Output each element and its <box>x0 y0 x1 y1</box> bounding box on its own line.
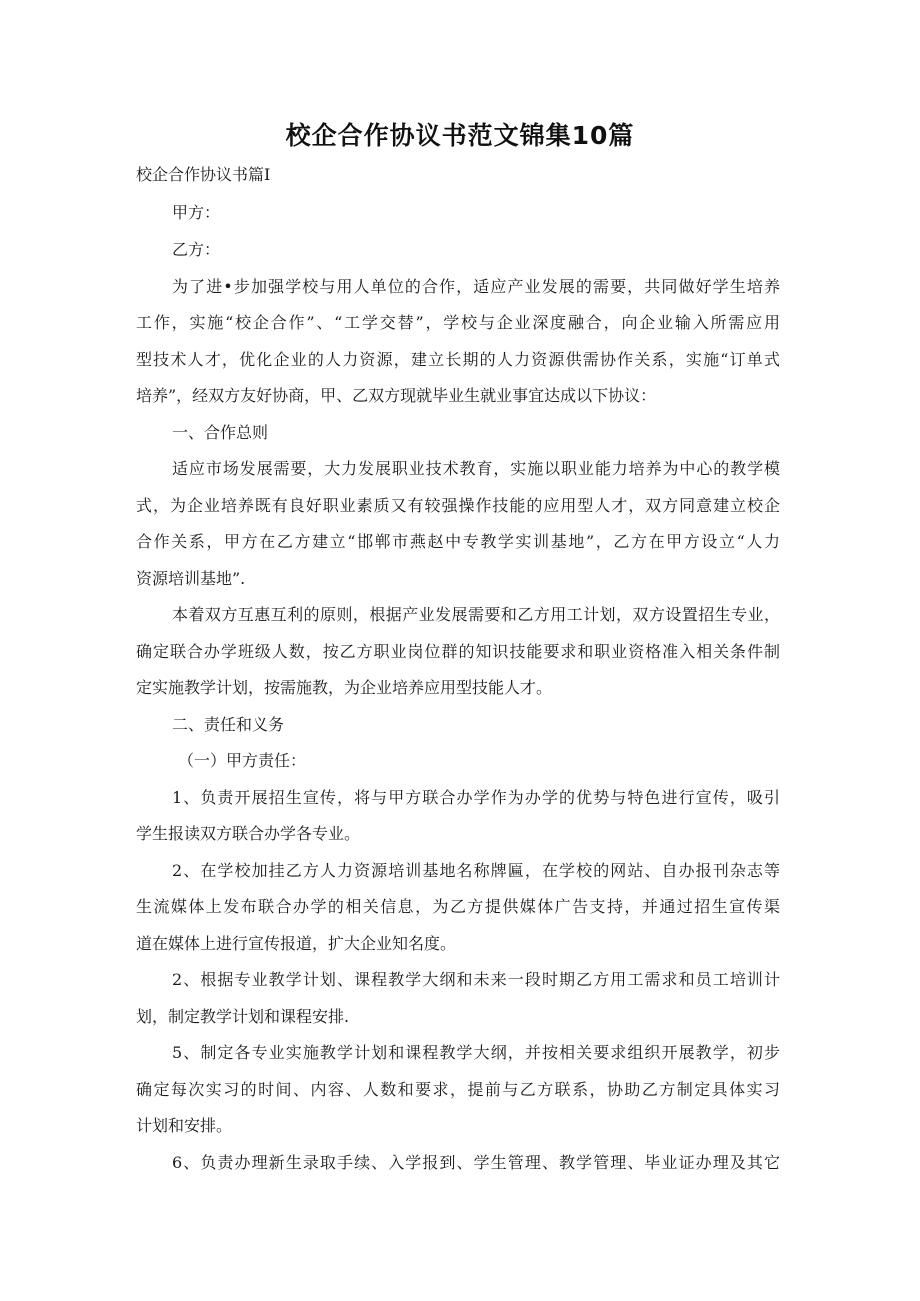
list-item-line: 生流媒体上发布联合办学的相关信息，为乙方提供媒体广告支持，并通过招生宣传渠 <box>136 897 780 916</box>
paragraph-line: 适应市场发展需要，大力发展职业技术教育，实施以职业能力培养为中心的教学模 <box>172 459 780 478</box>
paragraph-line: 为了进•步加强学校与用人单位的合作，适应产业发展的需要，共同做好学生培养 <box>172 277 780 296</box>
section-heading: 二、责任和义务 <box>172 715 285 734</box>
list-item-line: 计划和安排。 <box>136 1116 233 1135</box>
paragraph-line: 培养”，经双方友好协商，甲、乙双方现就毕业生就业事宜达成以下协议： <box>136 386 657 405</box>
list-item-line: 确定每次实习的时间、内容、人数和要求，提前与乙方联系，协助乙方制定具体实习 <box>136 1080 780 1099</box>
document-subtitle: 校企合作协议书篇I <box>136 165 271 184</box>
paragraph-line: 定实施教学计划，按需施教，为企业培养应用型技能人才。 <box>136 678 553 697</box>
paragraph-line: 合作关系，甲方在乙方建立“邯郸市燕赵中专教学实训基地”，乙方在甲方设立“人力 <box>136 532 780 551</box>
list-item-line: 5、制定各专业实施教学计划和课程教学大纲，并按相关要求组织开展教学，初步 <box>172 1043 780 1062</box>
paragraph-line: 资源培训基地”. <box>136 569 246 588</box>
list-item-line: 6、负责办理新生录取手续、入学报到、学生管理、教学管理、毕业证办理及其它 <box>172 1153 780 1172</box>
subsection-heading: （一）甲方责任： <box>178 751 307 770</box>
list-item-line: 2、根据专业教学计划、课程教学大纲和未来一段时期乙方用工需求和员工培训计 <box>172 970 780 989</box>
paragraph-line: 确定联合办学班级人数，按乙方职业岗位群的知识技能要求和职业资格准入相关条件制 <box>136 642 780 661</box>
paragraph-line: 乙方： <box>172 240 221 259</box>
list-item-line: 道在媒体上进行宣传报道，扩大企业知名度。 <box>136 934 457 953</box>
paragraph-line: 型技术人才，优化企业的人力资源，建立长期的人力资源供需协作关系，实施“订单式 <box>136 350 780 369</box>
list-item-line: 学生报读双方联合办学各专业。 <box>136 824 361 843</box>
document-title: 校企合作协议书范文锦集10篇 <box>285 121 635 150</box>
list-item-line: 1、负责开展招生宣传，将与甲方联合办学作为办学的优势与特色进行宣传，吸引 <box>172 788 780 807</box>
paragraph-line: 甲方： <box>172 203 221 222</box>
list-item-line: 划，制定教学计划和课程安排. <box>136 1007 350 1026</box>
section-heading: 一、合作总则 <box>172 423 269 442</box>
paragraph-line: 式，为企业培养既有良好职业素质又有较强操作技能的应用型人才，双方同意建立校企 <box>136 496 780 515</box>
paragraph-line: 工作，实施“校企合作”、“工学交替”，学校与企业深度融合，向企业输入所需应用 <box>136 313 780 332</box>
list-item-line: 2、在学校加挂乙方人力资源培训基地名称牌匾，在学校的网站、自办报刊杂志等 <box>172 861 780 880</box>
paragraph-line: 本着双方互惠互利的原则，根据产业发展需要和乙方用工计划，双方设置招生专业， <box>172 605 780 624</box>
